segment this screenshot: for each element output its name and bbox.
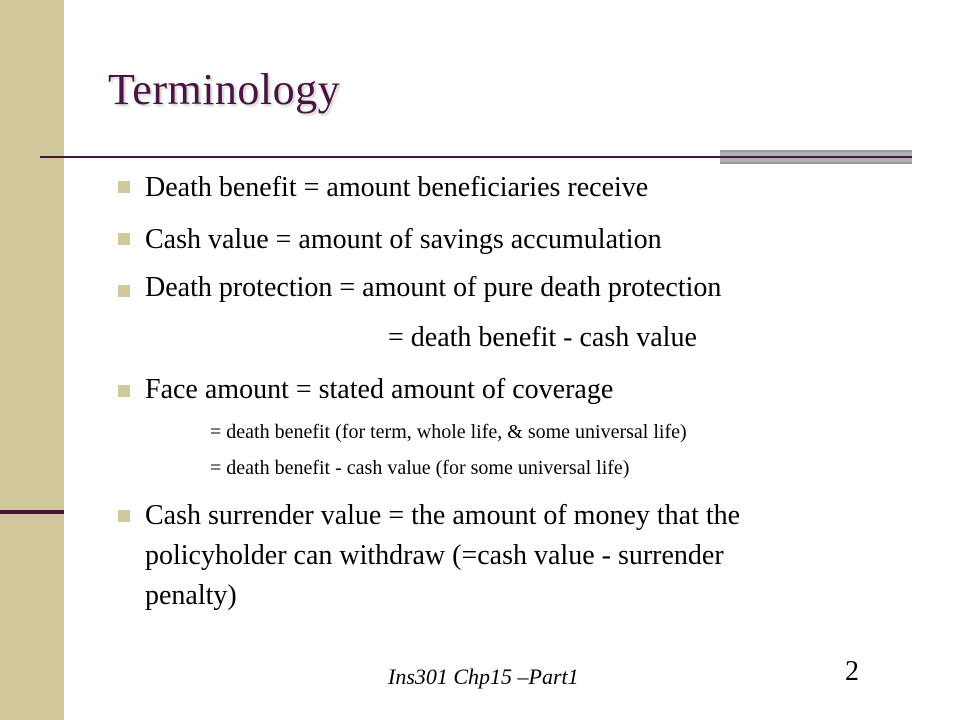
- bullet-cash-value: Cash value = amount of savings accumulation: [145, 224, 662, 255]
- bullet-marker: [118, 385, 130, 397]
- death-protection-formula: = death benefit - cash value: [388, 322, 697, 353]
- bullet-face-amount: Face amount = stated amount of coverage: [145, 374, 614, 405]
- slide-footer: Ins301 Chp15 –Part1: [388, 664, 579, 689]
- bullet-marker: [118, 181, 130, 193]
- slide-title: Terminology: [108, 65, 341, 114]
- face-amount-sub-1: = death benefit (for term, whole life, & some universal life): [210, 421, 687, 443]
- bullet-death-benefit: Death benefit = amount beneficiaries receive: [145, 172, 649, 203]
- bullet-cash-surrender-line-2: policyholder can withdraw (=cash value - surrender: [145, 540, 724, 571]
- page-number: 2: [845, 656, 859, 687]
- bullet-cash-surrender-line-3: penalty): [145, 580, 237, 611]
- face-amount-sub-2: = death benefit - cash value (for some universal life): [210, 457, 630, 479]
- bullet-marker: [118, 285, 130, 297]
- bullet-marker: [118, 510, 130, 522]
- bullet-marker: [118, 233, 130, 245]
- bullet-cash-surrender-line-1: Cash surrender value = the amount of money that the: [145, 500, 741, 531]
- bullet-death-protection: Death protection = amount of pure death protection: [145, 272, 722, 303]
